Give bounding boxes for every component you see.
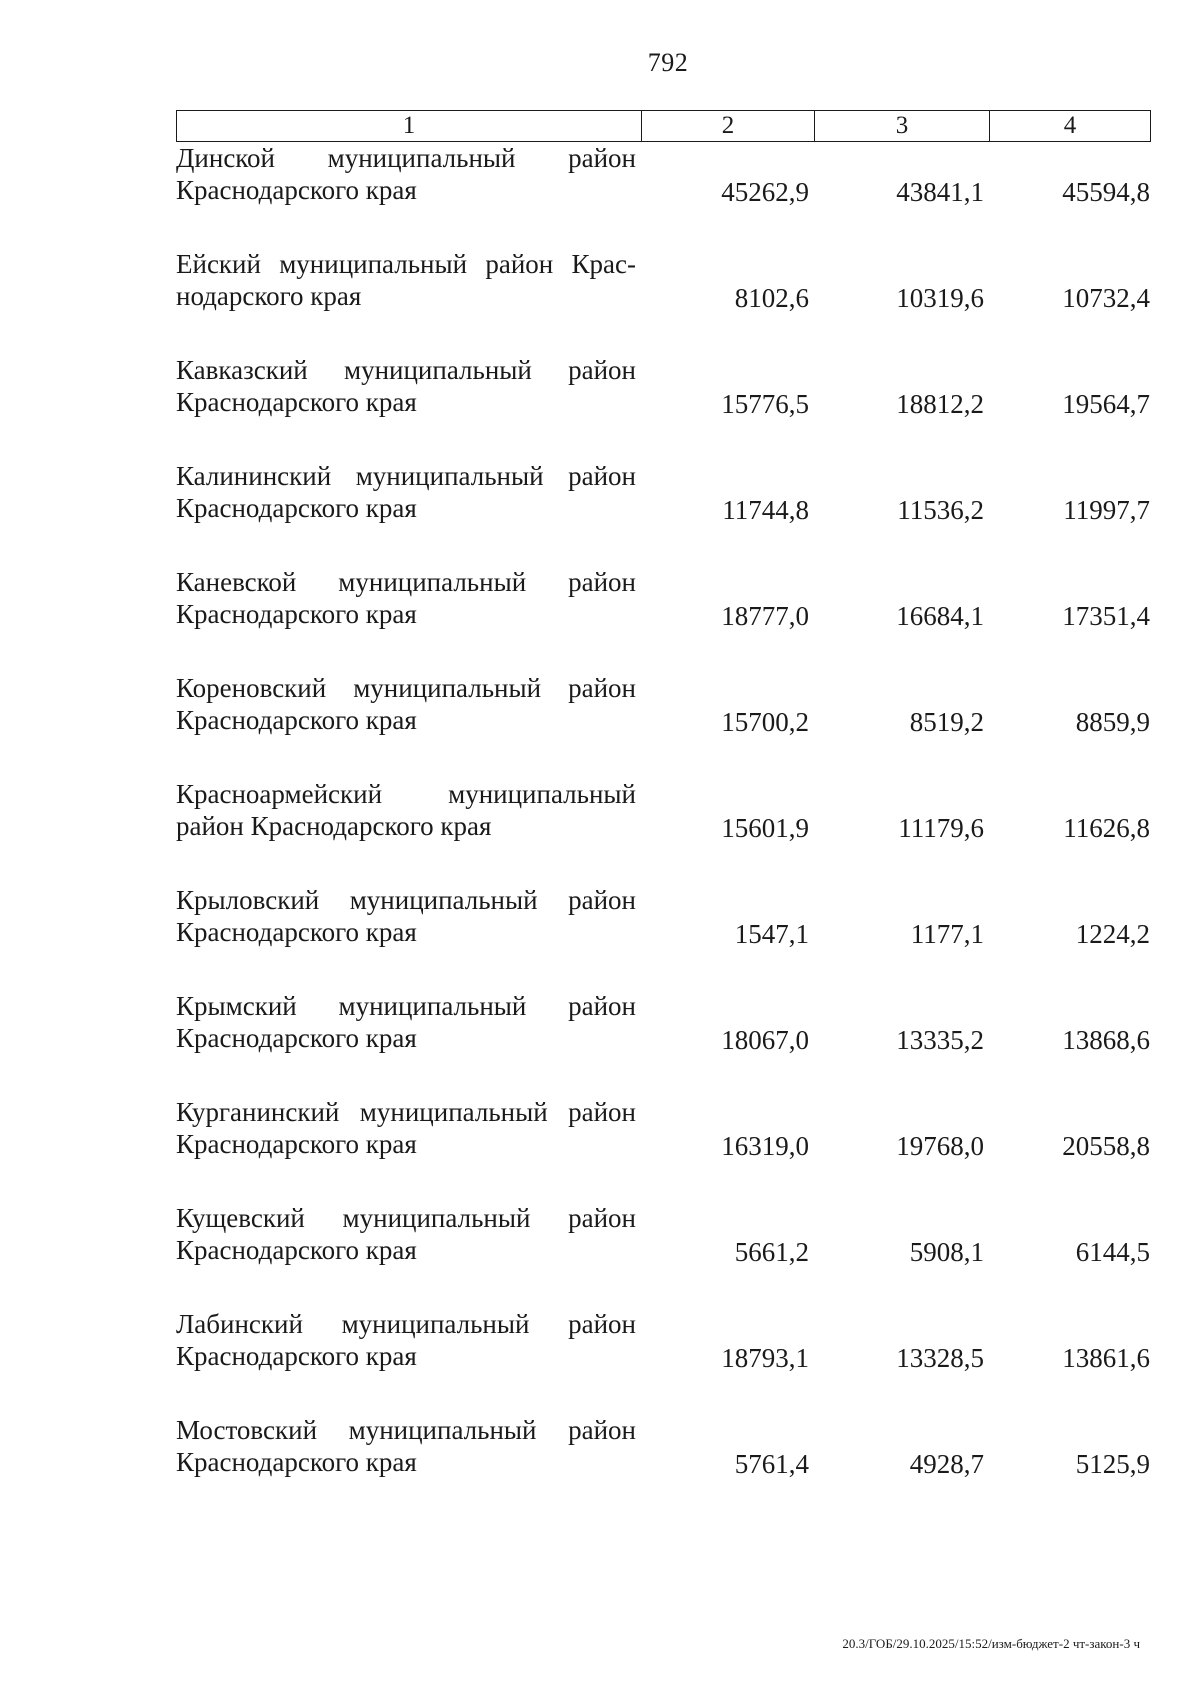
table-row — [176, 884, 1150, 990]
table-row — [176, 1202, 1150, 1308]
value-col-4: 1224,2 — [1075, 919, 1150, 949]
municipality-name-line-2: Краснодарского края — [176, 599, 417, 629]
table-row — [176, 248, 1150, 354]
municipality-name — [176, 142, 636, 206]
table-row — [176, 778, 1150, 884]
value-col-2: 45262,9 — [721, 177, 809, 207]
value-col-3: 16684,1 — [896, 601, 984, 631]
municipality-name-line-2: район Краснодарского края — [176, 811, 492, 841]
value-col-2: 15700,2 — [721, 707, 809, 737]
value-col-3: 13335,2 — [896, 1025, 984, 1055]
municipality-name-line-1: Каневской муниципальный район — [176, 567, 636, 597]
municipality-name — [176, 460, 636, 524]
budget-table — [176, 110, 1150, 1520]
value-col-3: 18812,2 — [896, 389, 984, 419]
value-col-2: 15601,9 — [721, 813, 809, 843]
municipality-name-line-2: Краснодарского края — [176, 1129, 417, 1159]
municipality-name — [176, 566, 636, 630]
value-col-4: 45594,8 — [1062, 177, 1150, 207]
value-col-4: 13868,6 — [1062, 1025, 1150, 1055]
municipality-name-line-1: Ейский муниципальный район Крас- — [176, 249, 636, 279]
value-col-4: 20558,8 — [1062, 1131, 1150, 1161]
header-col-3: 3 — [815, 111, 990, 142]
header-col-4: 4 — [990, 111, 1151, 142]
table-body — [176, 142, 1150, 1520]
municipality-name — [176, 1308, 636, 1372]
municipality-name — [176, 1414, 636, 1478]
municipality-name — [176, 354, 636, 418]
value-col-4: 19564,7 — [1062, 389, 1150, 419]
table-row — [176, 354, 1150, 460]
value-col-3: 5908,1 — [909, 1237, 984, 1267]
header-col-2: 2 — [642, 111, 815, 142]
table-row — [176, 566, 1150, 672]
table-row — [176, 672, 1150, 778]
value-col-4: 17351,4 — [1062, 601, 1150, 631]
value-col-3: 19768,0 — [896, 1131, 984, 1161]
value-col-3: 13328,5 — [896, 1343, 984, 1373]
value-col-3: 4928,7 — [909, 1449, 984, 1479]
municipality-name-line-2: Краснодарского края — [176, 917, 417, 947]
municipality-name-line-1: Кореновский муниципальный район — [176, 673, 636, 703]
value-col-2: 18793,1 — [721, 1343, 809, 1373]
value-col-3: 43841,1 — [896, 177, 984, 207]
value-col-2: 5661,2 — [734, 1237, 809, 1267]
table-header — [176, 110, 1151, 142]
municipality-name — [176, 990, 636, 1054]
municipality-name-line-1: Калининский муниципальный район — [176, 461, 636, 491]
table-row — [176, 142, 1150, 248]
municipality-name-line-1: Лабинский муниципальный район — [176, 1309, 636, 1339]
municipality-name-line-2: Краснодарского края — [176, 387, 417, 417]
value-col-2: 16319,0 — [721, 1131, 809, 1161]
value-col-4: 13861,6 — [1062, 1343, 1150, 1373]
value-col-4: 11997,7 — [1063, 495, 1150, 525]
municipality-name — [176, 884, 636, 948]
value-col-4: 5125,9 — [1075, 1449, 1150, 1479]
municipality-name-line-2: Краснодарского края — [176, 1235, 417, 1265]
table-row — [176, 460, 1150, 566]
municipality-name-line-2: Краснодарского края — [176, 1023, 417, 1053]
municipality-name-line-1: Курганинский муниципальный район — [176, 1097, 636, 1127]
municipality-name-line-1: Кавказский муниципальный район — [176, 355, 636, 385]
table-row — [176, 1308, 1150, 1414]
municipality-name-line-1: Кущевский муниципальный район — [176, 1203, 636, 1233]
municipality-name — [176, 672, 636, 736]
value-col-2: 8102,6 — [734, 283, 809, 313]
municipality-name-line-1: Динской муниципальный район — [176, 143, 636, 173]
municipality-name-line-1: Красноармейский муниципальный — [176, 779, 636, 809]
value-col-2: 1547,1 — [734, 919, 809, 949]
value-col-4: 10732,4 — [1062, 283, 1150, 313]
value-col-3: 8519,2 — [909, 707, 984, 737]
value-col-3: 1177,1 — [910, 919, 984, 949]
document-footer: 20.3/ГОБ/29.10.2025/15:52/изм-бюджет-2 чт-закон-3 ч — [842, 1636, 1140, 1651]
municipality-name-line-2: Краснодарского края — [176, 493, 417, 523]
municipality-name-line-2: нодарского края — [176, 281, 362, 311]
table-row — [176, 990, 1150, 1096]
municipality-name-line-1: Мостовский муниципальный район — [176, 1415, 636, 1445]
municipality-name-line-1: Крыловский муниципальный район — [176, 885, 636, 915]
value-col-3: 11536,2 — [897, 495, 984, 525]
municipality-name — [176, 1202, 636, 1266]
table-row — [176, 1414, 1150, 1520]
page-number: 792 — [647, 48, 689, 77]
value-col-3: 10319,6 — [896, 283, 984, 313]
value-col-4: 11626,8 — [1063, 813, 1150, 843]
value-col-4: 6144,5 — [1075, 1237, 1150, 1267]
value-col-2: 15776,5 — [721, 389, 809, 419]
municipality-name-line-2: Краснодарского края — [176, 175, 417, 205]
municipality-name — [176, 1096, 636, 1160]
municipality-name-line-2: Краснодарского края — [176, 705, 417, 735]
value-col-2: 11744,8 — [722, 495, 809, 525]
value-col-2: 5761,4 — [734, 1449, 809, 1479]
municipality-name — [176, 248, 636, 312]
municipality-name-line-2: Краснодарского края — [176, 1341, 417, 1371]
header-col-1: 1 — [177, 111, 642, 142]
municipality-name-line-1: Крымский муниципальный район — [176, 991, 636, 1021]
municipality-name-line-2: Краснодарского края — [176, 1447, 417, 1477]
value-col-4: 8859,9 — [1075, 707, 1150, 737]
value-col-2: 18777,0 — [721, 601, 809, 631]
table-row — [176, 1096, 1150, 1202]
value-col-3: 11179,6 — [898, 813, 984, 843]
municipality-name — [176, 778, 636, 842]
value-col-2: 18067,0 — [721, 1025, 809, 1055]
